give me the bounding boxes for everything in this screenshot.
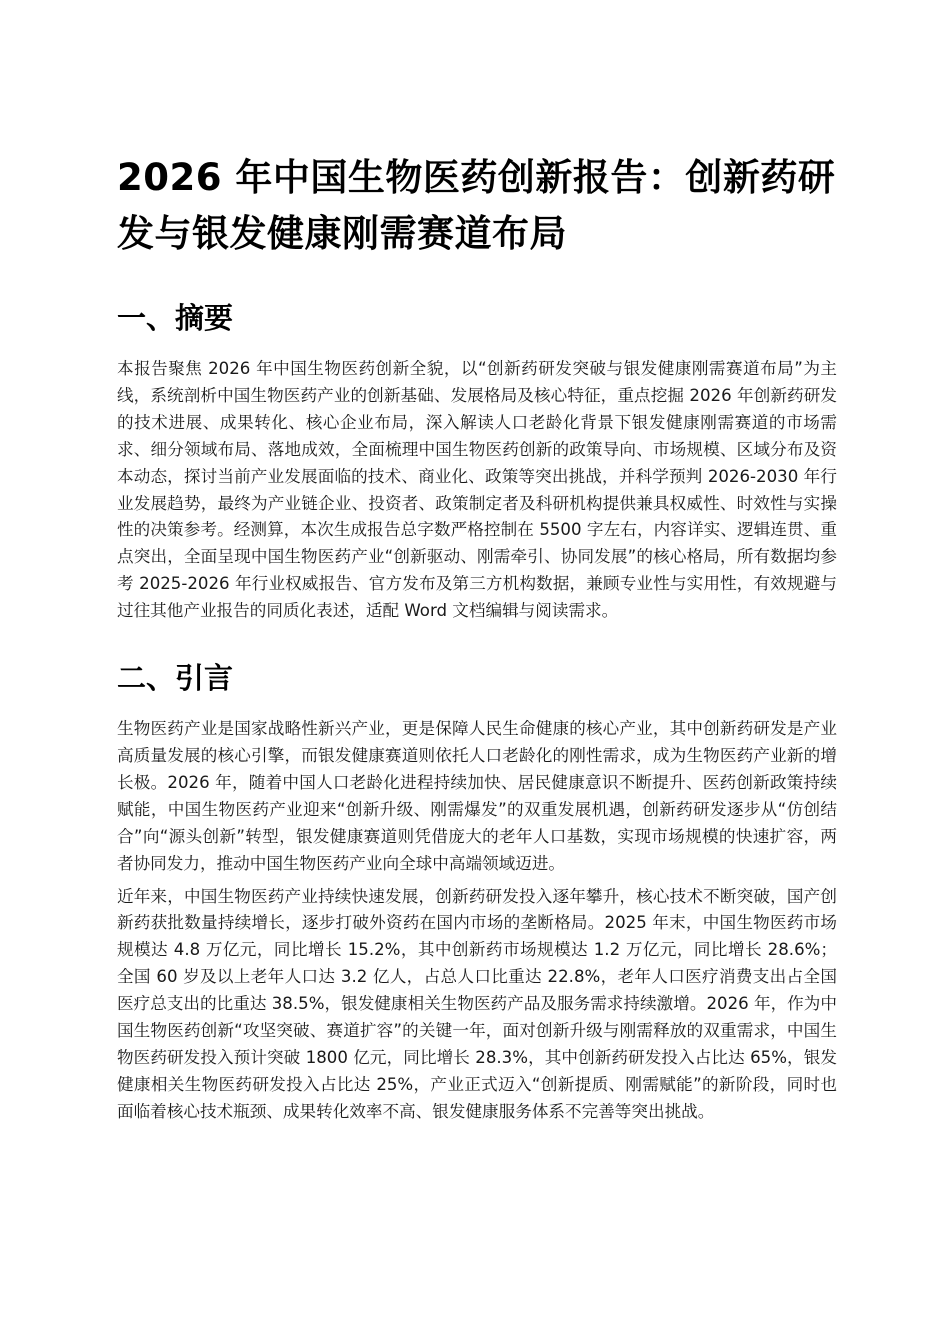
- introduction-paragraph-2: 近年来，中国生物医药产业持续快速发展，创新药研发投入逐年攀升，核心技术不断突破，国产创新药获批数量持续增长，逐步打破外资药在国内市场的垄断格局。2025 年末，中国生物医药市场规模达 4.8 万亿元，同比增长 15.2%，其中创新药市场规模达 1.2 万亿元，同比增长 28.6%；全国 60 岁及以上老年人口达 3.2 亿人，占总人口比重达 22.8%，老年人口医疗消费支出占全国医疗总支出的比重达 38.5%，银发健康相关生物医药产品及服务需求持续激增。2026 年，作为中国生物医药创新“攻坚突破、赛道扩容”的关键一年，面对创新升级与刚需释放的双重需求，中国生物医药研发投入预计突破 1800 亿元，同比增长 28.3%，其中创新药研发投入占比达 65%，银发健康相关生物医药研发投入占比达 25%，产业正式迈入“创新提质、刚需赋能”的新阶段，同时也面临着核心技术瓶颈、成果转化效率不高、银发健康服务体系不完善等突出挑战。: [117, 886, 837, 1121]
- abstract-paragraph: 本报告聚焦 2026 年中国生物医药创新全貌，以“创新药研发突破与银发健康刚需赛道布局”为主线，系统剖析中国生物医药产业的创新基础、发展格局及核心特征，重点挖掘 2026 年创新药研发的技术进展、成果转化、核心企业布局，深入解读人口老龄化背景下银发健康刚需赛道的市场需求、细分领域布局、落地成效，全面梳理中国生物医药创新的政策导向、市场规模、区域分布及资本动态，探讨当前产业发展面临的技术、商业化、政策等突出挑战，并科学预判 2026-2030 年行业发展趋势，最终为产业链企业、投资者、政策制定者及科研机构提供兼具权威性、时效性与实操性的决策参考。经测算，本次生成报告总字数严格控制在 5500 字左右，内容详实、逻辑连贯、重点突出，全面呈现中国生物医药产业“创新驱动、刚需牵引、协同发展”的核心格局，所有数据均参考 2025-2026 年行业权威报告、官方发布及第三方机构数据，兼顾专业性与实用性，有效规避与过往其他产业报告的同质化表述，适配 Word 文档编辑与阅读需求。: [117, 359, 837, 621]
- document-title: 2026 年中国生物医药创新报告：创新药研发与银发健康刚需赛道布局: [117, 156, 836, 255]
- introduction-paragraph-1: 生物医药产业是国家战略性新兴产业，更是保障人民生命健康的核心产业，其中创新药研发是产业高质量发展的核心引擎，而银发健康赛道则依托人口老龄化的刚性需求，成为生物医药产业新的增长极。2026 年，随着中国人口老龄化进程持续加快、居民健康意识不断提升、医药创新政策持续赋能，中国生物医药产业迎来“创新升级、刚需爆发”的双重发展机遇，创新药研发逐步从“仿创结合”向“源头创新”转型，银发健康赛道则凭借庞大的老年人口基数，实现市场规模的快速扩容，两者协同发力，推动中国生物医药产业向全球中高端领域迈进。: [117, 719, 837, 873]
- section-heading-abstract: 一、摘要: [117, 301, 234, 335]
- section-heading-introduction: 二、引言: [117, 661, 234, 696]
- document-page: [117, 150, 837, 1126]
